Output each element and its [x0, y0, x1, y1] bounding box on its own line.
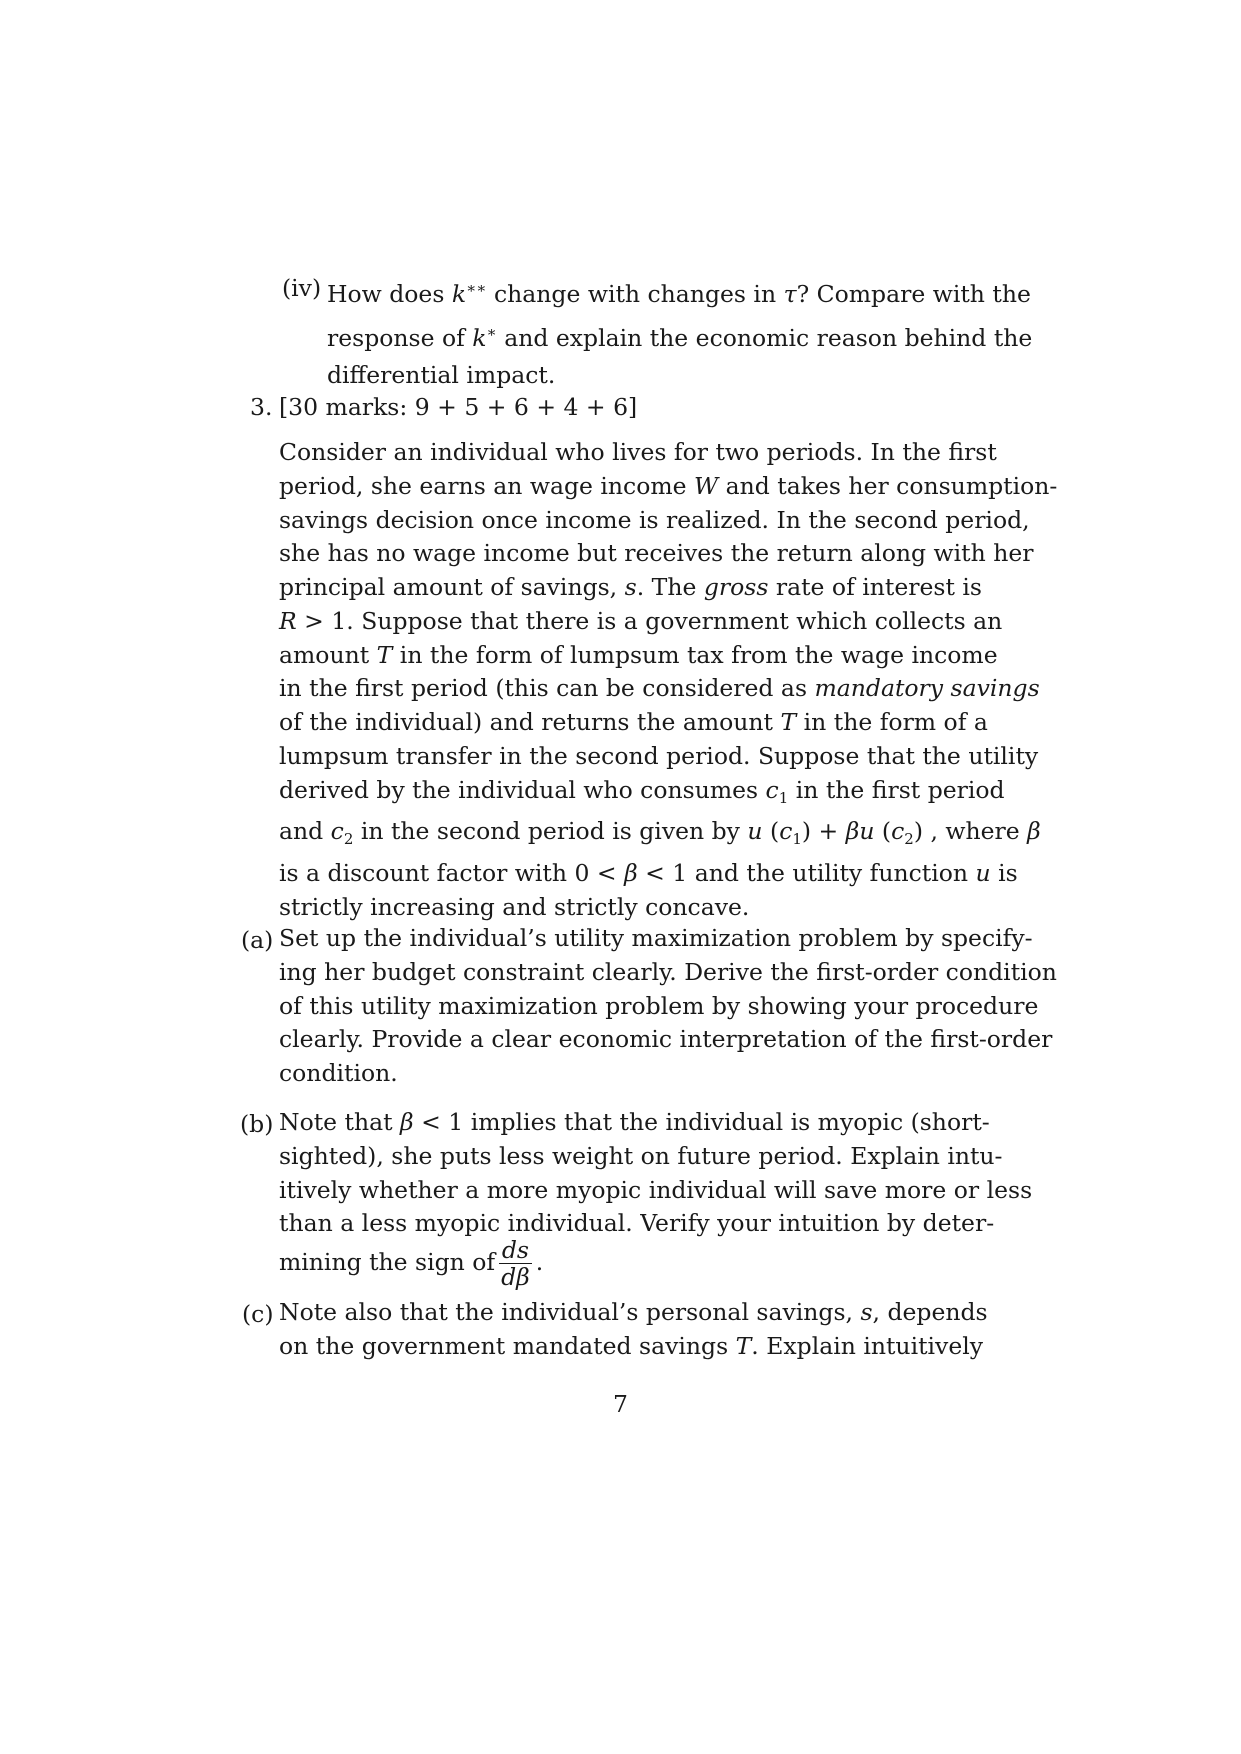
- part-c-text: Note also that the individual’s personal savings, s, depends on the government mandated savings T. Explain intuitively: [279, 1298, 988, 1360]
- part-label-b: (b): [240, 1110, 274, 1138]
- question-marks: [30 marks: 9 + 5 + 6 + 4 + 6]: [279, 393, 638, 421]
- part-a-text: Set up the individual’s utility maximization problem by specify- ing her budget constraint clearly. Derive the first-order condition of this utility maximization problem by showing your procedure clearly. Provide a clear economic interpretation of the first-order condition.: [279, 924, 1057, 1087]
- part-b-text: Note that β < 1 implies that the individual is myopic (short- sighted), she puts less weight on future period. Explain intu- itively whether a more myopic individual will save more or less than a less myopic individual. Verify your intuition by deter-: [279, 1108, 1033, 1238]
- derivative-fraction: $\frac{ds}{d\beta}$: [501, 1236, 530, 1291]
- item-iv-text: How does k∗∗ change with changes in τ? Compare with the response of k∗ and explain the economic reason behind the differential impact.: [327, 279, 1033, 389]
- part-label-c: (c): [242, 1300, 274, 1328]
- part-label-a: (a): [241, 926, 274, 954]
- question-intro: Consider an individual who lives for two periods. In the first period, she earns an wage income W and takes her consumption- savings decision once income is realized. In the second period, she has no wage income but receives the return along with her principal amount of savings, s. The gross rate of interest is R > 1. Suppose that there is a government which collects an amount T in the form of lumpsum tax from the wage income in the first period (this can be considered as mandatory savings of the individual) and returns the amount T in the form of a lumpsum transfer in the second period. Suppose that the utility derived by the individual who consumes $c_1$ in the first period and $c_2$ in the second period is given by u $(c_1) + \beta u$ $(c_2)$ , where β is a discount factor with 0 < β < 1 and the utility function u is strictly increasing and strictly concave.: [279, 438, 1058, 921]
- question-number: 3.: [250, 393, 273, 421]
- page-number: 7: [613, 1390, 628, 1418]
- item-label-iv: (iv): [282, 274, 322, 302]
- part-b-last-line: mining the sign of $\frac{ds}{d\beta}$ .: [279, 1236, 544, 1291]
